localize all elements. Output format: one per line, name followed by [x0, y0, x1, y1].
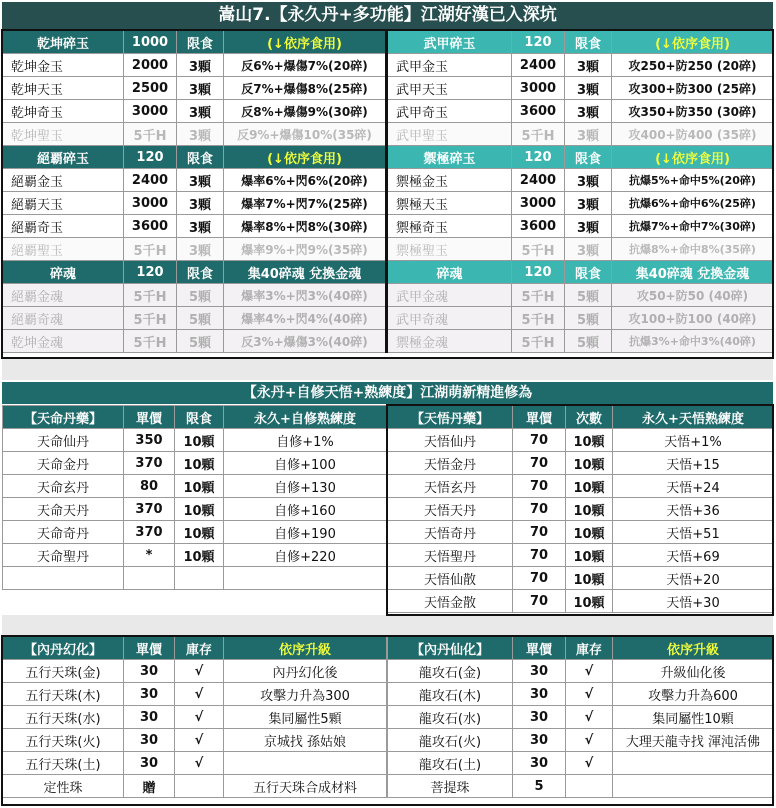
jade-cell: (↓依序食用): [224, 31, 387, 54]
spacer-row: [2, 358, 773, 380]
table-cell: √: [175, 729, 224, 752]
table-row: [388, 706, 774, 729]
table-cell: 天命聖丹: [3, 544, 124, 567]
jade-cell: 限食: [565, 261, 612, 284]
table-cell: *: [124, 544, 175, 567]
table-cell: 五行天珠(火): [3, 729, 124, 752]
table-row: [3, 123, 774, 146]
column-header: 【天命丹藥】: [3, 406, 124, 429]
table-row: [388, 590, 774, 613]
table-row: [388, 683, 774, 706]
column-header: 限食: [175, 406, 224, 429]
jade-cell: 5千H: [124, 284, 177, 307]
jade-cell: 120: [512, 261, 565, 284]
table-cell: 自修+100: [224, 452, 387, 475]
jade-cell: 乾坤天玉: [3, 77, 124, 100]
table-cell: 10顆: [566, 521, 613, 544]
jade-cell: 3顆: [177, 77, 224, 100]
jade-cell: 乾坤金魂: [3, 330, 124, 353]
table-row: [3, 31, 774, 54]
jade-cell: 爆率4%+閃4%(40碎): [224, 307, 387, 330]
jade-cell: 5顆: [565, 330, 612, 353]
table-cell: √: [566, 752, 613, 775]
table-header-row: [388, 406, 774, 429]
jade-cell: 抗爆8%+命中8%(35碎): [612, 238, 774, 261]
jade-cell: 攻400+防400 (35碎): [612, 123, 774, 146]
table-cell: 集同屬性5顆: [224, 706, 387, 729]
table-cell: 天悟+1%: [613, 429, 774, 452]
table-cell: 天命金丹: [3, 452, 124, 475]
insight-pill-table: [387, 405, 774, 613]
jade-cell: 爆率6%+閃6%(20碎): [224, 169, 387, 192]
table-cell: √: [175, 683, 224, 706]
jade-table: [2, 30, 774, 353]
jade-cell: 5千H: [512, 238, 565, 261]
table-row: [388, 452, 774, 475]
jade-cell: 3600: [124, 215, 177, 238]
table-cell: 30: [124, 706, 175, 729]
jade-cell: 武甲天玉: [387, 77, 512, 100]
jade-cell: 絕覇奇魂: [3, 307, 124, 330]
jade-cell: 攻250+防250 (20碎): [612, 54, 774, 77]
table-cell: 自修+190: [224, 521, 387, 544]
table-cell: 10顆: [175, 429, 224, 452]
jade-cell: 3顆: [565, 192, 612, 215]
table-cell: 內丹幻化後: [224, 660, 387, 683]
table-cell: 天悟+69: [613, 544, 774, 567]
jade-cell: 5顆: [177, 307, 224, 330]
table-cell: √: [175, 752, 224, 775]
jade-cell: 集40碎魂 兌換金魂: [612, 261, 774, 284]
table-cell: 天悟聖丹: [388, 544, 513, 567]
table-cell: 5: [513, 775, 566, 798]
jade-cell: 乾坤碎玉: [3, 31, 124, 54]
jade-cell: 5顆: [565, 284, 612, 307]
jade-cell: 限食: [565, 146, 612, 169]
table-cell: √: [566, 660, 613, 683]
table-cell: 天命天丹: [3, 498, 124, 521]
jade-cell: 乾坤奇玉: [3, 100, 124, 123]
jade-cell: 碎魂: [387, 261, 512, 284]
table-row: [3, 544, 387, 567]
jade-cell: 武甲金魂: [387, 284, 512, 307]
column-header: 【內丹仙化】: [388, 637, 513, 660]
table-row: [388, 521, 774, 544]
jade-cell: 3顆: [177, 100, 224, 123]
table-row: [3, 77, 774, 100]
table-cell: 10顆: [566, 567, 613, 590]
column-header: 單價: [513, 637, 566, 660]
jade-cell: 集40碎魂 兌換金魂: [224, 261, 387, 284]
jade-cell: 乾坤金玉: [3, 54, 124, 77]
table-cell: 10顆: [175, 521, 224, 544]
table-cell: 370: [124, 498, 175, 521]
jade-cell: 3顆: [177, 123, 224, 146]
column-header: 單價: [124, 637, 175, 660]
table-cell: 70: [513, 498, 566, 521]
table-cell: 五行天珠(木): [3, 683, 124, 706]
jade-cell: 120: [512, 146, 565, 169]
jade-cell: 2000: [124, 54, 177, 77]
table-cell: 70: [513, 590, 566, 613]
jade-cell: 3600: [512, 100, 565, 123]
table-cell: √: [566, 706, 613, 729]
table-cell: 五行天珠(金): [3, 660, 124, 683]
table-row: [388, 475, 774, 498]
jade-cell: 5千H: [512, 123, 565, 146]
table-cell: 天命仙丹: [3, 429, 124, 452]
jade-cell: 抗爆3%+命中3%(40碎): [612, 330, 774, 353]
jade-cell: 120: [124, 146, 177, 169]
jade-cell: 禦極金魂: [387, 330, 512, 353]
jade-cell: 禦極碎玉: [387, 146, 512, 169]
jade-cell: 5千H: [512, 330, 565, 353]
table-cell: [3, 567, 124, 590]
jade-cell: 120: [124, 261, 177, 284]
table-cell: 天悟+51: [613, 521, 774, 544]
jade-cell: 限食: [565, 31, 612, 54]
jade-cell: (↓依序食用): [224, 146, 387, 169]
jade-cell: 乾坤聖玉: [3, 123, 124, 146]
jade-cell: 3顆: [565, 77, 612, 100]
table-cell: 30: [124, 683, 175, 706]
table-cell: 30: [513, 683, 566, 706]
table-cell: 10顆: [566, 475, 613, 498]
jade-cell: 絕覇聖玉: [3, 238, 124, 261]
column-header: 依序升級: [224, 637, 387, 660]
table-cell: [175, 567, 224, 590]
table-cell: √: [175, 660, 224, 683]
table-cell: 30: [513, 729, 566, 752]
table-row: [388, 567, 774, 590]
jade-cell: 5千H: [512, 307, 565, 330]
table-row: [3, 706, 387, 729]
table-header-row: [3, 406, 387, 429]
jade-cell: 5顆: [565, 307, 612, 330]
table-cell: 攻擊力升為600: [613, 683, 774, 706]
table-cell: 30: [513, 752, 566, 775]
table-row: [3, 429, 387, 452]
table-row: [388, 544, 774, 567]
heavenly-pill-table: [2, 405, 387, 590]
jade-cell: 3000: [124, 192, 177, 215]
jade-cell: 絕覇奇玉: [3, 215, 124, 238]
table-row: [3, 100, 774, 123]
table-cell: 龍攻石(水): [388, 706, 513, 729]
table-cell: 370: [124, 452, 175, 475]
table-cell: 集同屬性10顆: [613, 706, 774, 729]
table-row: [3, 238, 774, 261]
jade-cell: 爆率8%+閃8%(30碎): [224, 215, 387, 238]
table-cell: 定性珠: [3, 775, 124, 798]
jade-cell: (↓依序食用): [612, 146, 774, 169]
table-row: [388, 729, 774, 752]
table-row: [3, 660, 387, 683]
table-cell: 天悟仙散: [388, 567, 513, 590]
table-row: [3, 567, 387, 590]
table-cell: 10顆: [175, 498, 224, 521]
table-row: [3, 775, 387, 798]
table-row: [388, 498, 774, 521]
table-cell: 天悟玄丹: [388, 475, 513, 498]
table-cell: 80: [124, 475, 175, 498]
table-cell: 升級仙化後: [613, 660, 774, 683]
table-cell: 70: [513, 521, 566, 544]
jade-cell: 3顆: [177, 192, 224, 215]
table-cell: 贈: [124, 775, 175, 798]
table-cell: 自修+130: [224, 475, 387, 498]
table-cell: 70: [513, 475, 566, 498]
table-row: [3, 475, 387, 498]
table-cell: 天命奇丹: [3, 521, 124, 544]
column-header: 依序升級: [613, 637, 774, 660]
jade-cell: 攻350+防350 (30碎): [612, 100, 774, 123]
column-header: 庫存: [566, 637, 613, 660]
table-cell: 370: [124, 521, 175, 544]
column-header: 永久+天悟熟練度: [613, 406, 774, 429]
inner-transform-table: [2, 636, 387, 798]
jade-cell: 5顆: [177, 284, 224, 307]
table-cell: [613, 775, 774, 798]
table-cell: √: [566, 729, 613, 752]
jade-cell: 2400: [512, 54, 565, 77]
jade-cell: 3顆: [565, 100, 612, 123]
table-cell: 大理天龍寺找 渾沌活佛: [613, 729, 774, 752]
table-row: [388, 775, 774, 798]
jade-cell: 120: [512, 31, 565, 54]
jade-cell: 3顆: [177, 54, 224, 77]
spacer-row: [2, 615, 773, 635]
column-header: 永久+自修熟練度: [224, 406, 387, 429]
jade-cell: 限食: [177, 261, 224, 284]
table-cell: 五行天珠(水): [3, 706, 124, 729]
table-cell: [124, 567, 175, 590]
table-cell: 天悟金丹: [388, 452, 513, 475]
table-row: [388, 429, 774, 452]
jade-cell: 3000: [124, 100, 177, 123]
jade-cell: 反9%+爆傷10%(35碎): [224, 123, 387, 146]
table-cell: 10顆: [566, 590, 613, 613]
page-title: 嵩山7.【永久丹+多功能】江湖好漢已入深坑: [2, 2, 773, 29]
table-cell: 30: [124, 660, 175, 683]
jade-cell: 反3%+爆傷3%(40碎): [224, 330, 387, 353]
jade-cell: (↓依序食用): [612, 31, 774, 54]
jade-cell: 3顆: [565, 238, 612, 261]
table-cell: 10顆: [175, 544, 224, 567]
jade-cell: 禦極天玉: [387, 192, 512, 215]
table-row: [3, 307, 774, 330]
jade-cell: 5顆: [177, 330, 224, 353]
jade-cell: 2400: [124, 169, 177, 192]
jade-cell: 攻50+防50 (40碎): [612, 284, 774, 307]
inner-immortal-table: [387, 636, 774, 798]
jade-cell: 絕覇金玉: [3, 169, 124, 192]
jade-cell: 3顆: [565, 123, 612, 146]
jade-cell: 攻300+防300 (25碎): [612, 77, 774, 100]
table-cell: 自修+160: [224, 498, 387, 521]
jade-cell: 禦極金玉: [387, 169, 512, 192]
jade-cell: 2400: [512, 169, 565, 192]
jade-cell: 3顆: [565, 215, 612, 238]
table-row: [3, 54, 774, 77]
table-cell: 70: [513, 544, 566, 567]
column-header: 【天悟丹藥】: [388, 406, 513, 429]
jade-cell: 反8%+爆傷9%(30碎): [224, 100, 387, 123]
jade-cell: 3顆: [565, 54, 612, 77]
table-cell: 天悟+30: [613, 590, 774, 613]
table-row: [3, 498, 387, 521]
jade-cell: 5千H: [124, 330, 177, 353]
table-cell: 10顆: [175, 475, 224, 498]
table-row: [3, 284, 774, 307]
table-cell: 30: [124, 752, 175, 775]
jade-cell: 武甲奇魂: [387, 307, 512, 330]
table-cell: 70: [513, 567, 566, 590]
table-cell: 天悟天丹: [388, 498, 513, 521]
jade-cell: 反6%+爆傷7%(20碎): [224, 54, 387, 77]
jade-cell: 碎魂: [3, 261, 124, 284]
table-header-row: [388, 637, 774, 660]
table-cell: 10顆: [566, 452, 613, 475]
jade-cell: 抗爆5%+命中5%(20碎): [612, 169, 774, 192]
column-header: 【內丹幻化】: [3, 637, 124, 660]
jade-cell: 1000: [124, 31, 177, 54]
jade-cell: 3600: [512, 215, 565, 238]
table-row: [388, 752, 774, 775]
jade-cell: 絕覇金魂: [3, 284, 124, 307]
table-cell: 10顆: [175, 452, 224, 475]
table-cell: 菩提珠: [388, 775, 513, 798]
table-cell: 京城找 孫姑娘: [224, 729, 387, 752]
table-cell: 天悟金散: [388, 590, 513, 613]
jade-cell: 5千H: [124, 123, 177, 146]
column-header: 單價: [513, 406, 566, 429]
table-cell: 天悟+24: [613, 475, 774, 498]
table-cell: 10顆: [566, 429, 613, 452]
table-cell: 350: [124, 429, 175, 452]
table-cell: 30: [513, 660, 566, 683]
table-cell: 天命玄丹: [3, 475, 124, 498]
column-header: 單價: [124, 406, 175, 429]
jade-cell: 武甲碎玉: [387, 31, 512, 54]
jade-cell: 3000: [512, 192, 565, 215]
table-cell: [224, 567, 387, 590]
jade-cell: 5千H: [512, 284, 565, 307]
jade-cell: 武甲奇玉: [387, 100, 512, 123]
table-row: [3, 521, 387, 544]
table-cell: 10顆: [566, 498, 613, 521]
table-cell: 龍攻石(火): [388, 729, 513, 752]
table-cell: √: [566, 683, 613, 706]
jade-cell: 5千H: [124, 238, 177, 261]
table-cell: 天悟奇丹: [388, 521, 513, 544]
jade-cell: 限食: [177, 31, 224, 54]
jade-cell: 3顆: [177, 238, 224, 261]
jade-cell: 禦極奇玉: [387, 215, 512, 238]
jade-cell: 3顆: [177, 169, 224, 192]
jade-cell: 抗爆6%+命中6%(25碎): [612, 192, 774, 215]
table-row: [3, 452, 387, 475]
column-header: 庫存: [175, 637, 224, 660]
table-cell: √: [175, 706, 224, 729]
table-cell: 五行天珠合成材料: [224, 775, 387, 798]
jade-cell: 爆率3%+閃3%(40碎): [224, 284, 387, 307]
table-cell: [224, 752, 387, 775]
table-cell: [613, 752, 774, 775]
table-cell: 自修+1%: [224, 429, 387, 452]
jade-cell: 反7%+爆傷8%(25碎): [224, 77, 387, 100]
pill-section-title: 【永丹+自修天悟+熟練度】江湖萌新精進修為: [2, 382, 773, 404]
table-row: [3, 330, 774, 353]
table-cell: 70: [513, 452, 566, 475]
table-row: [3, 729, 387, 752]
table-row: [388, 660, 774, 683]
jade-cell: 爆率7%+閃7%(25碎): [224, 192, 387, 215]
jade-cell: 2500: [124, 77, 177, 100]
jade-cell: 3000: [512, 77, 565, 100]
table-row: [3, 215, 774, 238]
table-cell: 龍攻石(木): [388, 683, 513, 706]
jade-cell: 5千H: [124, 307, 177, 330]
jade-cell: 3顆: [565, 169, 612, 192]
table-cell: [566, 775, 613, 798]
table-cell: 天悟仙丹: [388, 429, 513, 452]
table-cell: 10顆: [566, 544, 613, 567]
jade-cell: 抗爆7%+命中7%(30碎): [612, 215, 774, 238]
table-cell: 攻擊力升為300: [224, 683, 387, 706]
jade-cell: 爆率9%+閃9%(35碎): [224, 238, 387, 261]
table-cell: 龍攻石(土): [388, 752, 513, 775]
table-cell: 天悟+36: [613, 498, 774, 521]
jade-cell: 3顆: [177, 215, 224, 238]
table-row: [3, 146, 774, 169]
jade-cell: 禦極聖玉: [387, 238, 512, 261]
jade-cell: 武甲聖玉: [387, 123, 512, 146]
table-cell: 自修+220: [224, 544, 387, 567]
table-cell: [175, 775, 224, 798]
table-cell: 五行天珠(土): [3, 752, 124, 775]
table-cell: 30: [124, 729, 175, 752]
table-cell: 70: [513, 429, 566, 452]
table-row: [3, 192, 774, 215]
table-cell: 天悟+20: [613, 567, 774, 590]
jade-cell: 絕覇天玉: [3, 192, 124, 215]
table-row: [3, 261, 774, 284]
table-header-row: [3, 637, 387, 660]
jade-cell: 武甲金玉: [387, 54, 512, 77]
jade-cell: 攻100+防100 (40碎): [612, 307, 774, 330]
table-cell: 天悟+15: [613, 452, 774, 475]
table-cell: 龍攻石(金): [388, 660, 513, 683]
table-row: [3, 683, 387, 706]
jade-cell: 限食: [177, 146, 224, 169]
column-header: 次數: [566, 406, 613, 429]
table-row: [3, 169, 774, 192]
table-row: [3, 752, 387, 775]
table-cell: 30: [513, 706, 566, 729]
jade-cell: 絕覇碎玉: [3, 146, 124, 169]
